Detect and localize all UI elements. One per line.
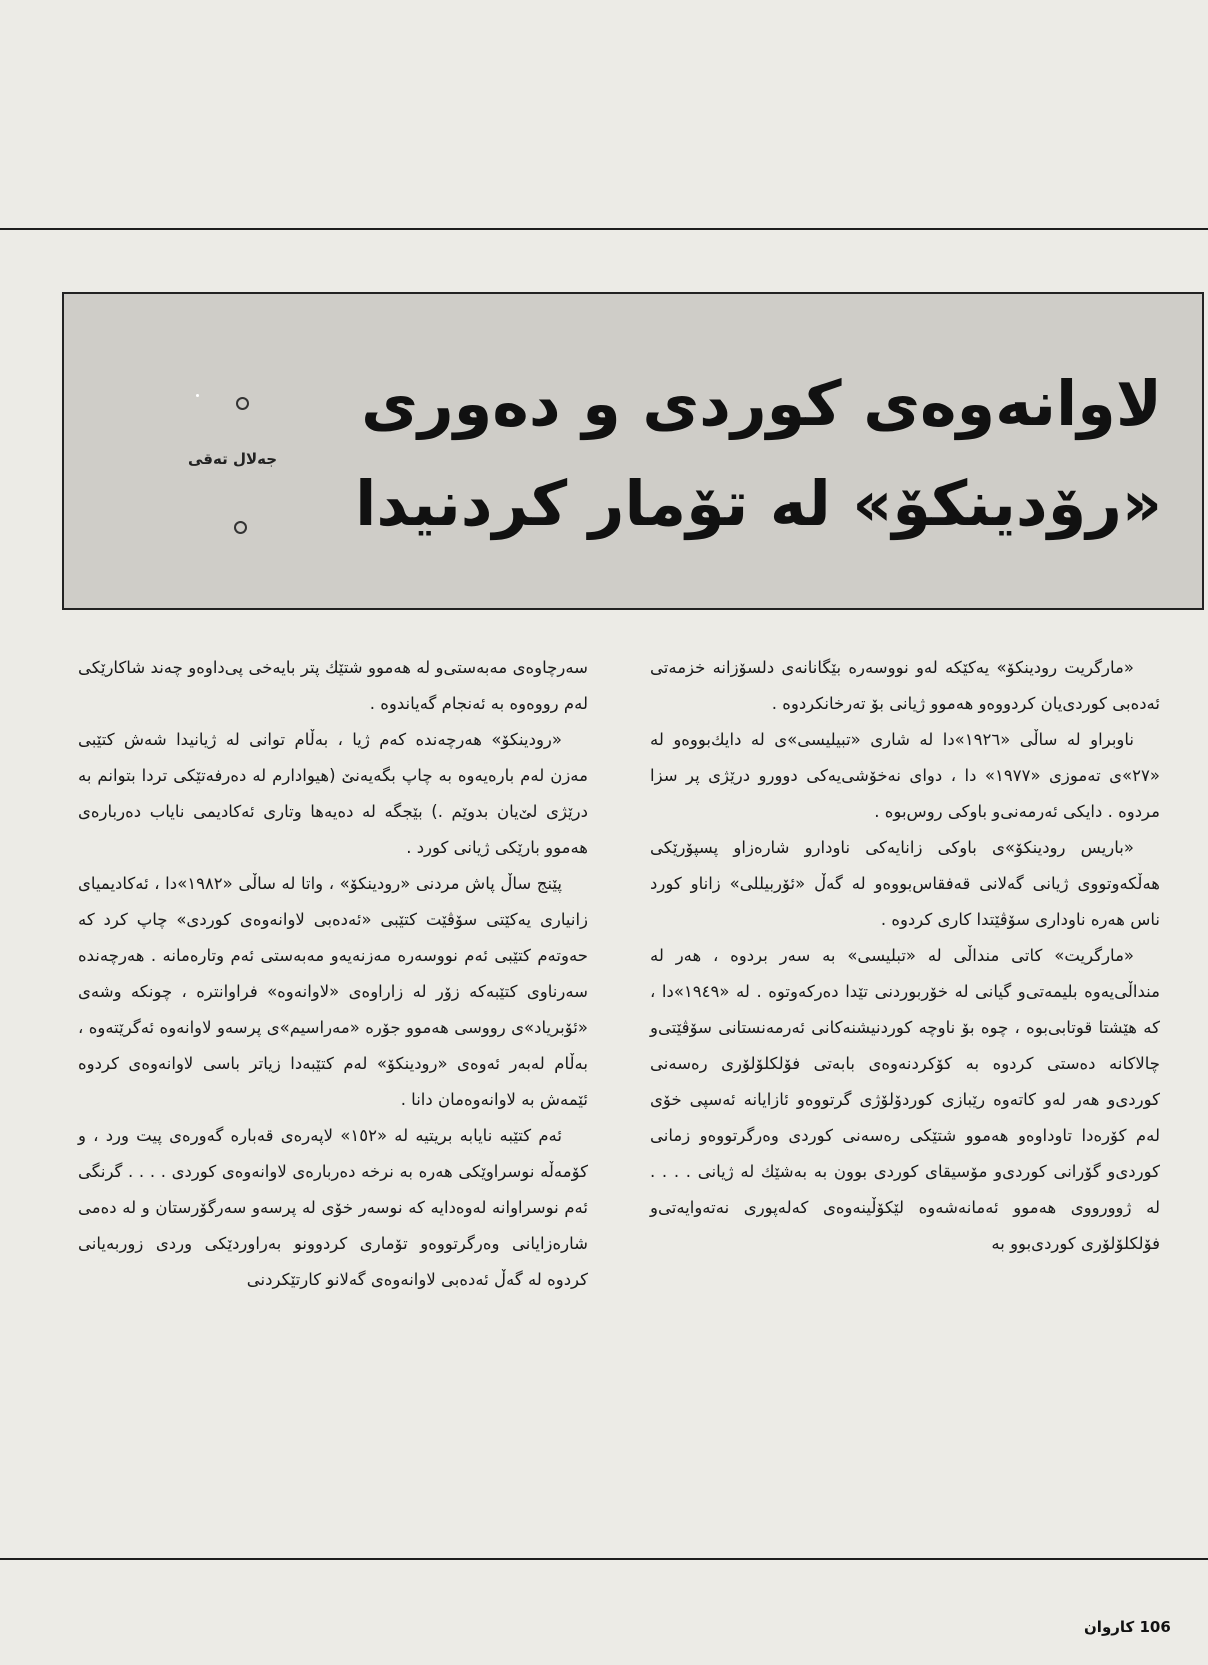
title-line-1: لاوانەوەی کوردی و دەوری [361,367,1162,440]
ornament-circle-bottom [234,521,247,534]
paragraph: ناوبراو لە ساڵی «١٩٢٦»دا لە شاری «تبیلیسی»ی لە دایك‌بووەو لە «٢٧»ی تەموزی «١٩٧٧» دا ، دوای نەخۆشی‌یەکی دوورو درێژی پر سزا مردوە . دایکی ئەرمەنی‌و باوکی روس‌بوە . [650,730,1160,821]
paragraph: «مارگریت رودینکۆ» یەکێکە لەو نووسەرە بێگانانەی دلسۆزانە خزمەتی ئەدەبی کوردی‌یان کردووەو هەموو ژیانی بۆ تەرخانکردوە . [650,658,1160,713]
title-banner [62,292,1204,610]
article-title [355,354,1162,554]
ornament-dot [196,394,199,397]
paragraph: ئەم کتێبە نایابە بریتیە لە «١٥٢» لاپەرەی قەبارە گەورەی پیت ورد ، و کۆمەڵە نوسراوێکی هەرە بە نرخە دەربارەی لاوانەوەی کوردی . . . . گرنگی ئەم نوسراوانە لەوەدایە کە نوسەر خۆی لە پرسەو سەرگۆرستان و لە دەمی شارەزایانی وەرگرتووەو تۆماری کردوونو بەراوردێکی وردی زوربەیانی کردوە لە گەڵ ئەدەبی لاوانەوەی گەلانو کارتێکردنی [78,1126,588,1289]
paragraph: «رودینکۆ» هەرچەندە کەم ژیا ، بەڵام توانی لە ژیانیدا شەش کتێبی مەزن لەم بارەیەوە بە چاپ بگەیەنێ (هیوادارم لە دەرفەتێکی تردا بتوانم بە درێژی لێ‌یان بدوێم .) بێجگە لە دەیەها وتاری ئەکادیمی نایاب دەربارەی هەموو بارێکی ژیانی کورد . [78,730,588,857]
ornament-circle-top [236,397,249,410]
title-line-2: «رۆدینکۆ» لە تۆمار کردنیدا [355,467,1162,540]
page-number: 106 [1139,1618,1171,1636]
text-column-left [78,650,588,1298]
bottom-rule [0,1558,1208,1560]
magazine-name: کاروان [1084,1618,1135,1636]
paragraph: «باریس رودینکۆ»ی باوکی زانایەکی ناودارو شارەزاو پسپۆرێکی هەڵکەوتووی ژیانی گەلانی قەفقاس‌بووەو لە گەڵ «ئۆربیللی» زاناو کورد ناس هەرە ناوداری سۆڤێتدا کاری کردوە . [650,838,1160,929]
text-column-right [650,650,1160,1262]
author-name: جەلال تەقی [188,450,278,468]
paragraph: پێنج ساڵ پاش مردنی «رودینکۆ» ، واتا لە ساڵی «١٩٨٢»دا ، ئەکادیمیای زانیاری یەکێتی سۆڤێت کتێبی «ئەدەبی لاوانەوەی کوردی» چاپ کرد کە حەوتەم کتێبی ئەم نووسەرە مەزنەیەو مەبەستی ئەم وتارەمانە . هەرچەندە سەرناوی کتێبەکە زۆر لە زاراوەی «لاوانەوە» فراوانترە ، چونکە وشەی «ئۆبریاد»ی رووسی هەموو جۆرە «مەراسیم»ی پرسەو لاوانەوە ئەگرێتەوە ، بەڵام لەبەر ئەوەی «رودینکۆ» لەم کتێبەدا زیاتر باسی لاوانەوەی کردوە ئێمەش بە لاوانەوەمان دانا . [78,874,588,1109]
paragraph: سەرچاوەی مەبەستی‌و لە هەموو شتێك پتر بایەخی پی‌داوەو چەند شاکارێکی لەم رووەوە بە ئەنجام گەیاندوە . [78,658,588,713]
paragraph: «مارگریت» کاتی منداڵی لە «تبلیسی» بە سەر بردوە ، هەر لە منداڵی‌یەوە بلیمەتی‌و گیانی لە خۆربوردنی تێدا دەرکەوتوە . لە «١٩٤٩»دا ، کە هێشتا قوتابی‌بوە ، چوە بۆ ناوچە کوردنیشنەکانی ئەرمەنستانی سۆڤێتی‌و چالاکانە دەستی کردوە بە کۆکردنەوەی بابەتی فۆلکلۆلۆری رەسەنی کوردی‌و هەر لەو کاتەوە رێبازی کوردۆلۆژی گرتووەو ئازایانە ئەسپی خۆی لەم کۆرەدا تاوداوەو هەموو شتێکی رەسەنی کوردی وەرگرتووەو زمانی کوردی‌و گۆرانی کوردی‌و مۆسیقای کوردی بوون بە بەشێك لە ژیانی . . . . لە ژوورووی هەموو ئەمانەشەوە لێکۆڵینەوەی کەلەپوری نەتەوایەتی‌و فۆلکلۆلۆری کوردی‌بوو بە [650,946,1160,1253]
top-rule [0,228,1208,230]
page-footer [1084,1618,1171,1636]
